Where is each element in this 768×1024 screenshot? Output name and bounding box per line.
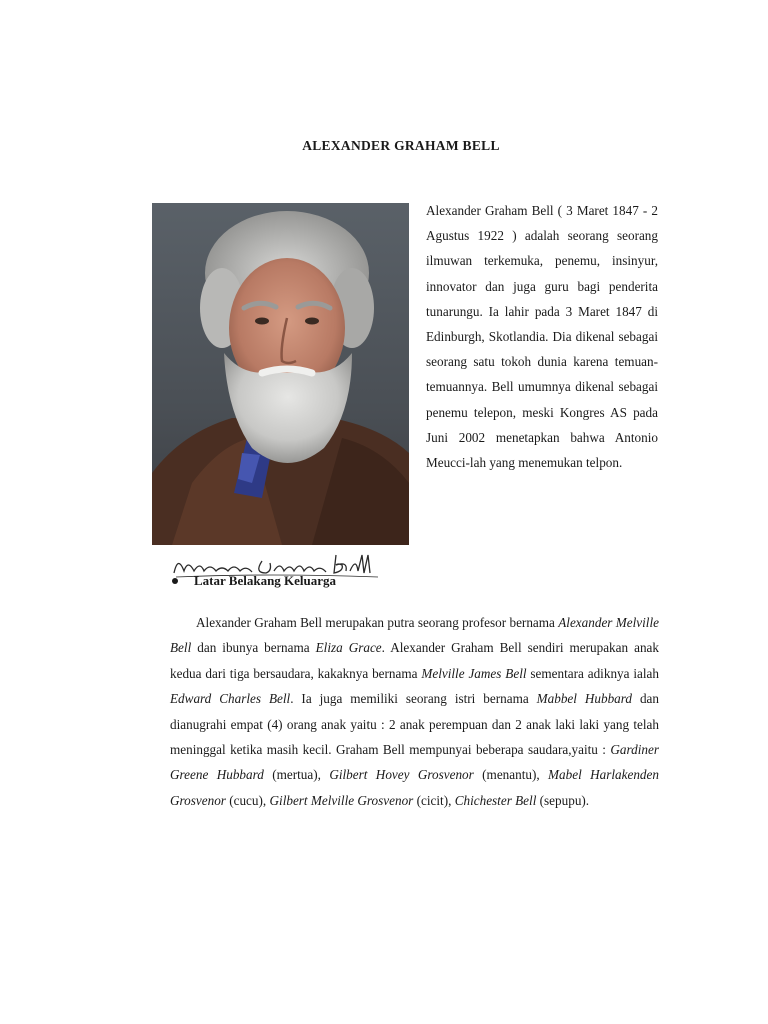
- body-text: . Ia juga memiliki seorang istri bernama: [290, 691, 537, 707]
- body-text: (mertua),: [263, 767, 330, 783]
- bullet-icon: [172, 578, 178, 584]
- section-heading: [172, 573, 336, 589]
- father-name: Alexander Melville Bell: [170, 615, 659, 656]
- body-text: (menantu),: [473, 767, 549, 783]
- portrait-illustration: [152, 203, 409, 545]
- elder-brother-name: Melville James Bell: [421, 665, 527, 681]
- body-text: dan dianugrahi empat (4) orang anak yaitu : 2 anak perempuan dan 2 anak laki laki yang telah meninggal ketika masih kecil. Graham Bell mempunyai beberapa saudara,yaitu :: [170, 691, 660, 758]
- relative-name: Chichester Bell: [454, 792, 537, 808]
- intro-paragraph: Alexander Graham Bell ( 3 Maret 1847 - 2 Agustus 1922 ) adalah seorang seorang ilmuwan terkemuka, penemu, insinyur, innovator dan juga guru bagi penderita tunarungu. Ia lahir pada 3 Maret 1847 di Edinburgh, Skotlandia. Dia dikenal sebagai seorang satu tokoh dunia karena temuan-temuannya. Bell umumnya dikenal sebagai penemu telepon, meski Kongres AS pada Juni 2002 menetapkan bahwa Antonio Meucci-lah yang menemukan telpon.: [426, 203, 658, 471]
- body-text: dan ibunya bernama: [191, 640, 316, 656]
- document-title: ALEXANDER GRAHAM BELL: [302, 138, 500, 153]
- relative-name: Gilbert Melville Grosvenor: [269, 792, 414, 808]
- family-paragraph: [170, 610, 659, 813]
- body-text: (cucu),: [225, 792, 270, 808]
- portrait-image: [152, 203, 409, 545]
- wife-name: Mabbel Hubbard: [536, 691, 633, 707]
- younger-brother-name: Edward Charles Bell: [170, 691, 291, 707]
- relative-name: Gardiner Greene Hubbard: [170, 742, 659, 783]
- body-text: sementara adiknya ialah: [526, 665, 659, 681]
- relative-name: Gilbert Hovey Grosvenor: [329, 767, 474, 783]
- relative-name: Mabel Harlakenden Grosvenor: [170, 767, 659, 808]
- body-text: . Alexander Graham Bell sendiri merupakan anak kedua dari tiga bersaudara, kakaknya bernama: [170, 640, 659, 681]
- body-text: Alexander Graham Bell merupakan putra seorang profesor bernama: [196, 615, 559, 630]
- body-text: (sepupu).: [536, 792, 590, 808]
- mother-name: Eliza Grace: [315, 640, 382, 656]
- body-text: (cicit),: [413, 792, 455, 808]
- section-heading-text: Latar Belakang Keluarga: [194, 573, 337, 588]
